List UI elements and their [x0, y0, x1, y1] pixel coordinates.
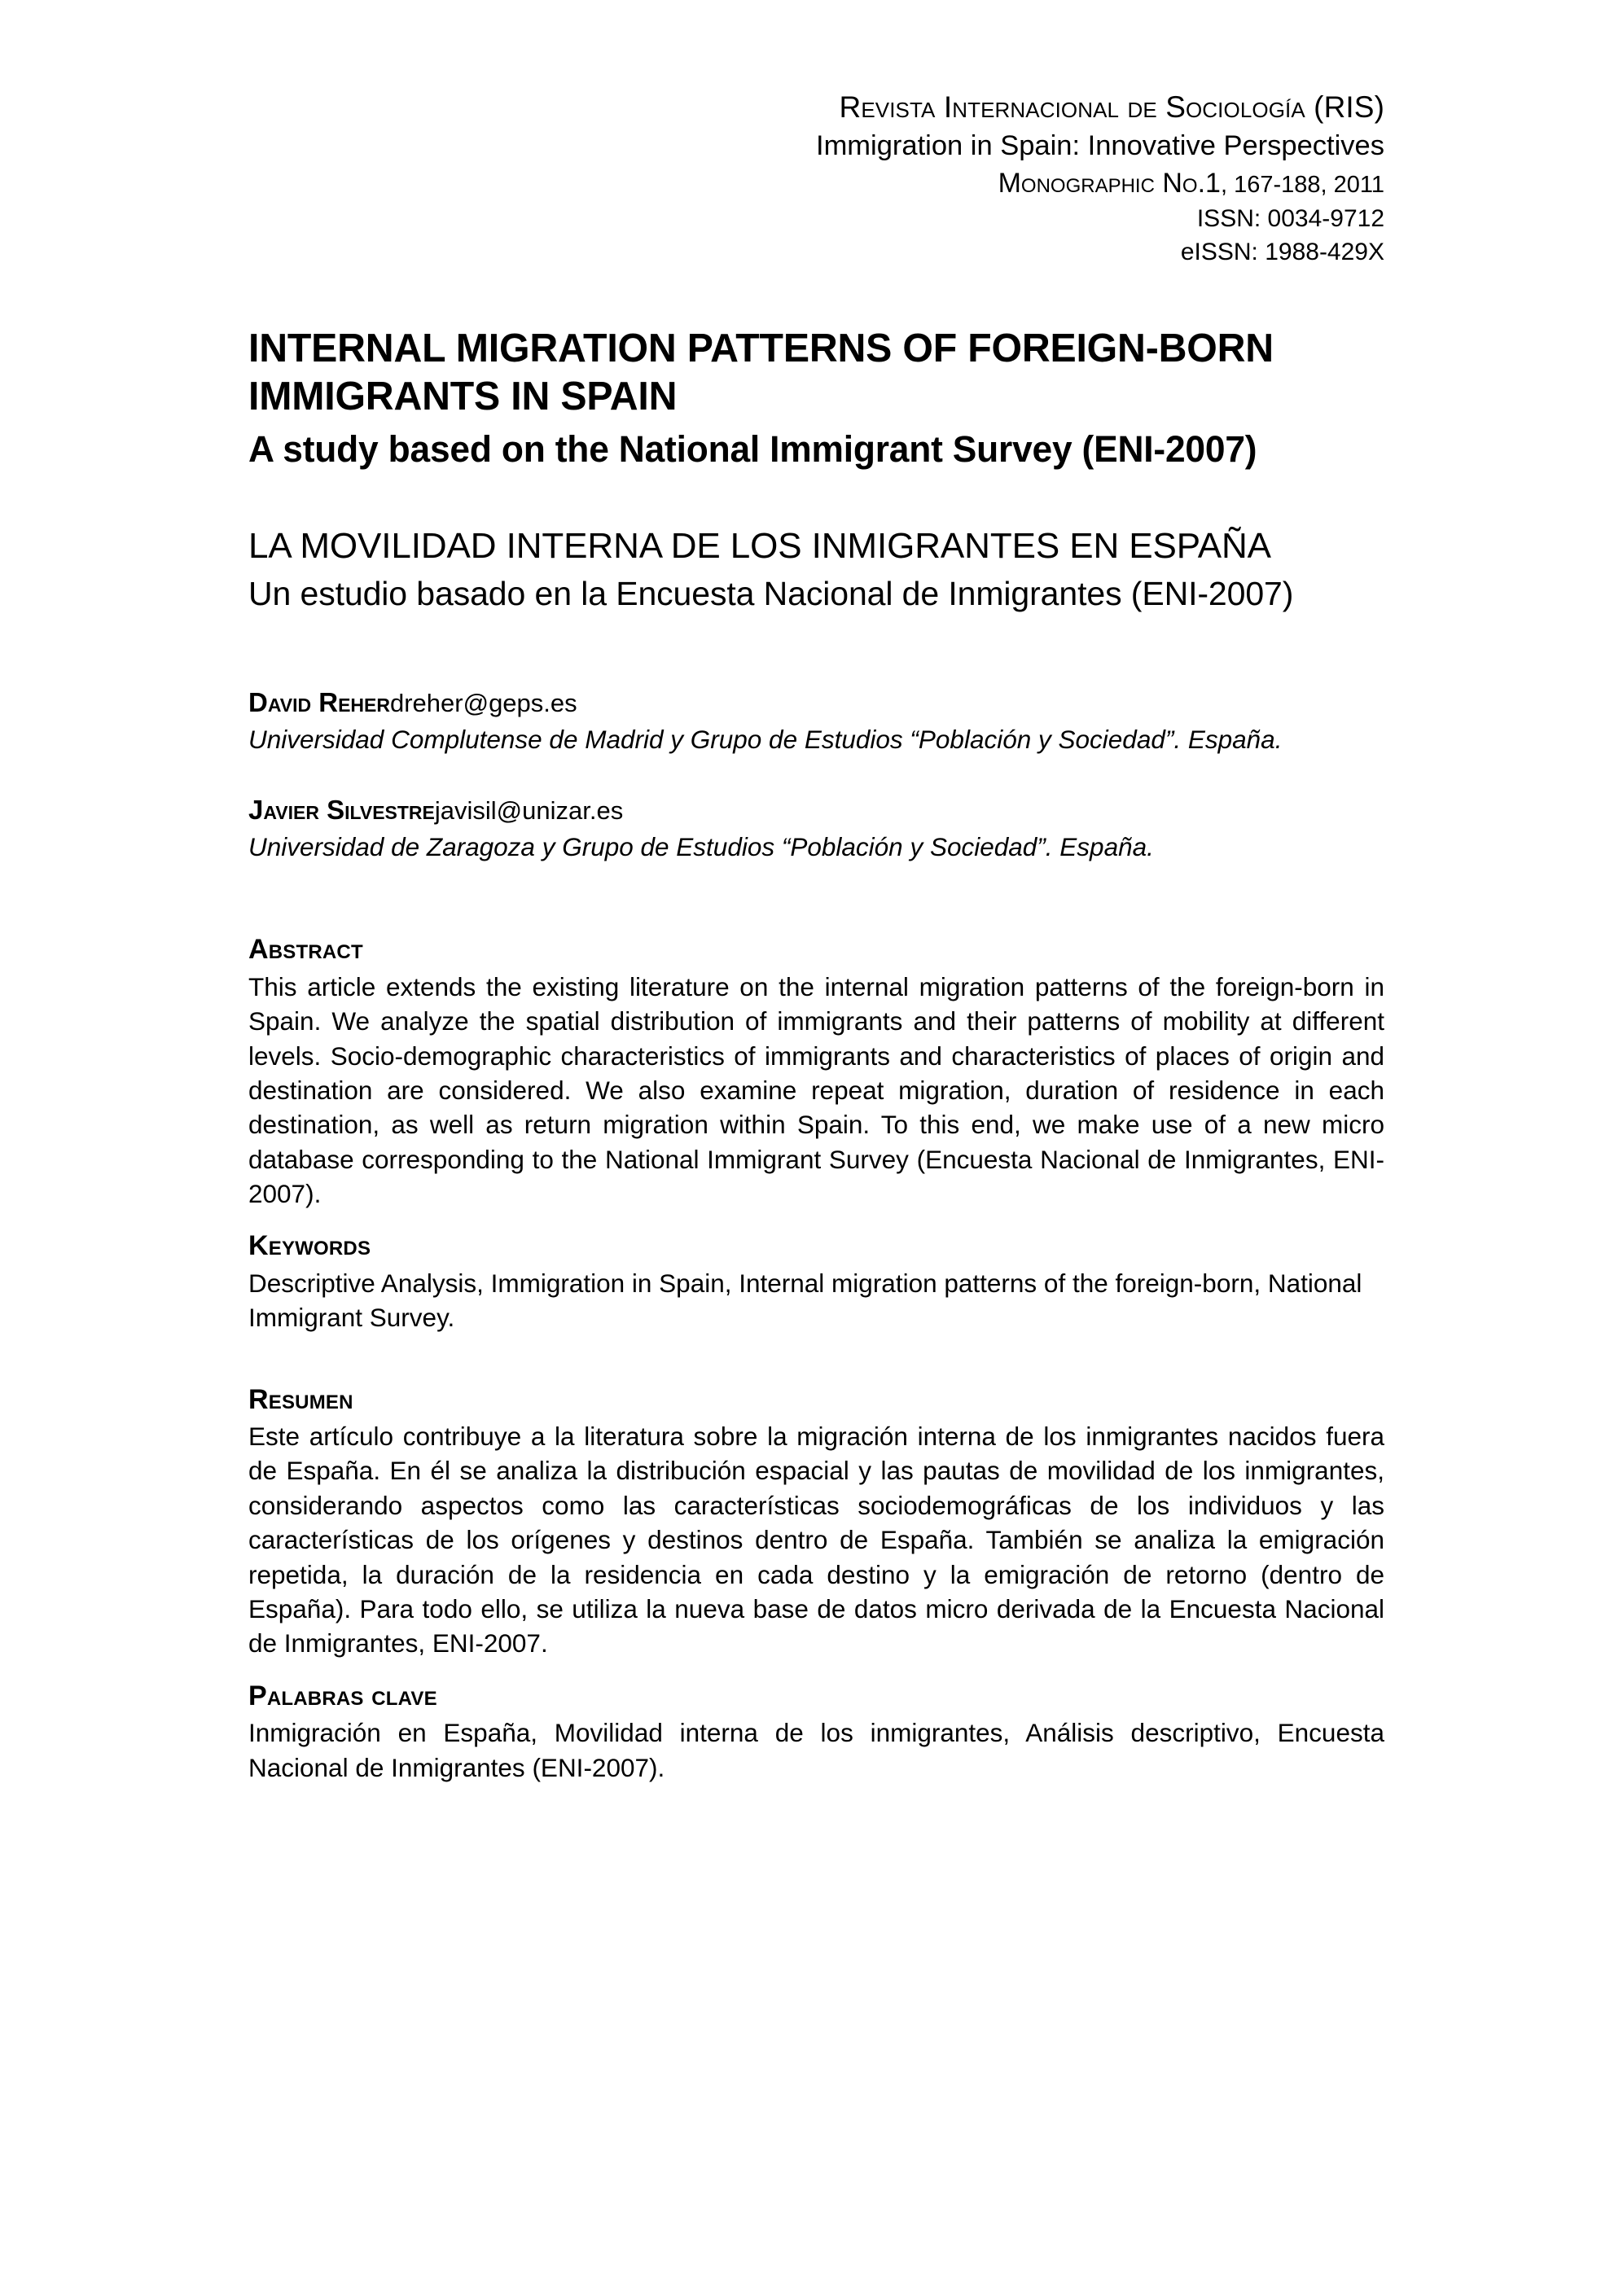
author-email[interactable]: javisil@unizar.es — [434, 795, 624, 825]
page-content-column — [248, 0, 1384, 1785]
abstract-body: This article extends the existing literature on the internal migration patterns of the foreign-born in Spain. We analyze the spatial distribution of immigrants and their patterns of mobility at different levels. Socio-demographic characteristics of immigrants and characteristics of places of origin and destination are considered. We also examine repeat migration, duration of residence in each destination, as well as return migration within Spain. To this end, we make use of a new micro database corresponding to the National Immigrant Survey (Encuesta Nacional de Inmigrantes, ENI-2007). — [248, 971, 1384, 1209]
resumen-body: Este artículo contribuye a la literatura sobre la migración interna de los inmigrantes nacidos fuera de España. En él se analiza la distribución espacial y las pautas de movilidad de los inmigrantes, considerando aspectos como las características sociodemográficas de los individuos y las características de los orígenes y destinos dentro de España. También se analiza la emigración repetida, la duración de la residencia en cada destino y la emigración de retorno (dentro de España). Para todo ello, se utiliza la nueva base de datos micro derivada de la Encuesta Nacional de Inmigrantes, ENI-2007. — [248, 1422, 1384, 1658]
section-keywords — [248, 1229, 1384, 1334]
subtitle-english: A study based on the National Immigrant Survey (ENI-2007) — [248, 427, 1257, 470]
author-affiliation: Universidad Complutense de Madrid y Grupo de Estudios “Población y Sociedad”. España. — [248, 725, 1283, 755]
palabras-clave-heading: Palabras clave — [248, 1680, 437, 1711]
journal-masthead — [248, 0, 1384, 268]
author-email[interactable]: dreher@geps.es — [389, 689, 577, 718]
keywords-body: Descriptive Analysis, Immigration in Spain, Internal migration patterns of the foreign-born, National Immigrant Survey. — [248, 1268, 1362, 1333]
keywords-heading: Keywords — [248, 1230, 371, 1262]
palabras-clave-body: Inmigración en España, Movilidad interna de los inmigrantes, Análisis descriptivo, Encuesta Nacional de Inmigrantes (ENI-2007). — [248, 1718, 1384, 1782]
section-abstract — [248, 932, 1384, 1211]
page-title-english: INTERNAL MIGRATION PATTERNS OF FOREIGN-BORN IMMIGRANTS IN SPAIN — [248, 326, 1274, 418]
abstract-heading: Abstract — [248, 934, 363, 966]
monographic-line — [248, 165, 1384, 201]
author-name-and-email — [248, 686, 1384, 721]
page-title-spanish: LA MOVILIDAD INTERNA DE LOS INMIGRANTES EN ESPAÑA — [248, 525, 1271, 566]
issn: ISSN: 0034-9712 — [1196, 205, 1384, 233]
issue-title: Immigration in Spain: Innovative Perspectives — [815, 130, 1384, 162]
author-name-and-email — [248, 793, 1384, 828]
monographic-number: Monographic No.1 — [998, 167, 1221, 199]
section-resumen — [248, 1382, 1384, 1661]
subtitle-spanish: Un estudio basado en la Encuesta Nacional de Inmigrantes (ENI-2007) — [248, 575, 1294, 613]
monographic-pages-year: , 167-188, 2011 — [1220, 171, 1384, 198]
author-entry — [248, 686, 1384, 756]
section-palabras-clave — [248, 1679, 1384, 1785]
author-name: David Reher — [248, 687, 390, 718]
eissn: eISSN: 1988-429X — [1180, 239, 1384, 266]
author-name: Javier Silvestre — [248, 794, 435, 825]
author-list — [248, 686, 1384, 864]
author-affiliation: Universidad de Zaragoza y Grupo de Estudios “Población y Sociedad”. España. — [248, 831, 1154, 861]
abstract-sections — [248, 932, 1384, 1785]
resumen-heading: Resumen — [248, 1383, 353, 1415]
journal-name: Revista Internacional de Sociología (RIS) — [839, 90, 1384, 124]
title-block — [248, 325, 1384, 614]
author-entry — [248, 793, 1384, 864]
